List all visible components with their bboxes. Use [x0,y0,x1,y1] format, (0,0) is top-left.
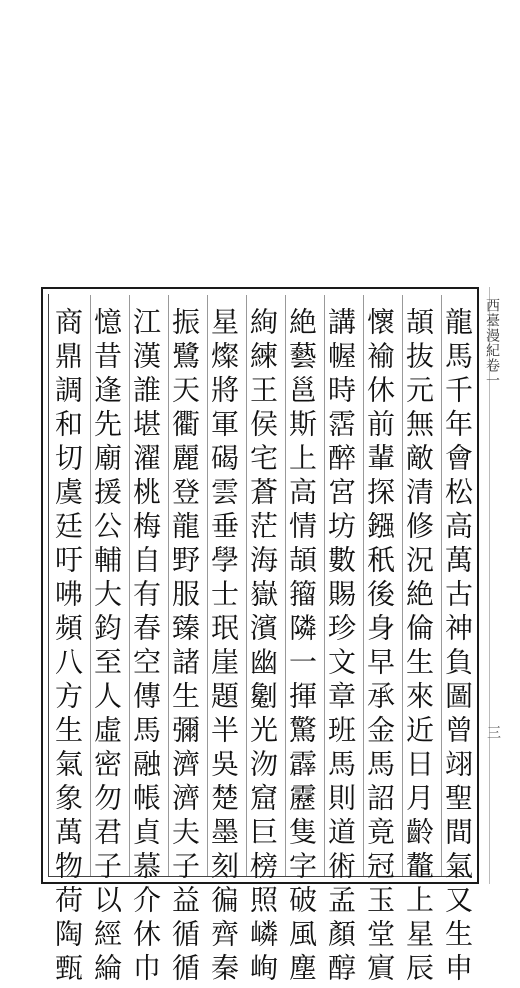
margin-title: 西臺漫紀卷一 [484,298,500,388]
text-column-11: 商鼎調和切虞廷吁咈頻八方生氣象萬物荷陶甄 [51,307,84,987]
text-column-4: 講幄時霑醉宮坊數賜珍文章班馬則道術孟顏醇 [324,307,357,987]
text-column-1: 龍馬千年會松高萬古神負圖曾翊聖間氣又生申 [441,307,474,987]
text-column-10: 憶昔逢先廟援公輔大鈞至人虛密勿君子以經綸 [90,307,123,987]
text-column-2: 頡抜元無敵清修況絶倫生來近日月齡鼇上星辰 [402,307,435,987]
text-column-3: 懷褕休前輩探鏹秖後身早承金馬詔竟冠玉堂賔 [363,307,396,987]
text-column-5: 絶藝邕斯上高情頡籀隣一揮驚霹靂隻字破風塵 [285,307,318,987]
text-column-9: 江漢誰堪濯桃梅自有春空傳馬融帳貞慕介休巾 [129,307,162,987]
page-frame [41,287,479,987]
text-column-6: 絢練王侯宅蒼茫海嶽濱幽劖光沕窟巨榜照嶙峋 [246,307,279,987]
page-number: 三 [485,725,501,739]
text-column-7: 星燦將軍碣雲垂學士珉崖題半吳楚墨刻徧齊秦 [207,307,240,987]
text-column-8: 振鷺天衢麗登龍野服臻諸生彌濟濟夫子益循循 [168,307,201,987]
